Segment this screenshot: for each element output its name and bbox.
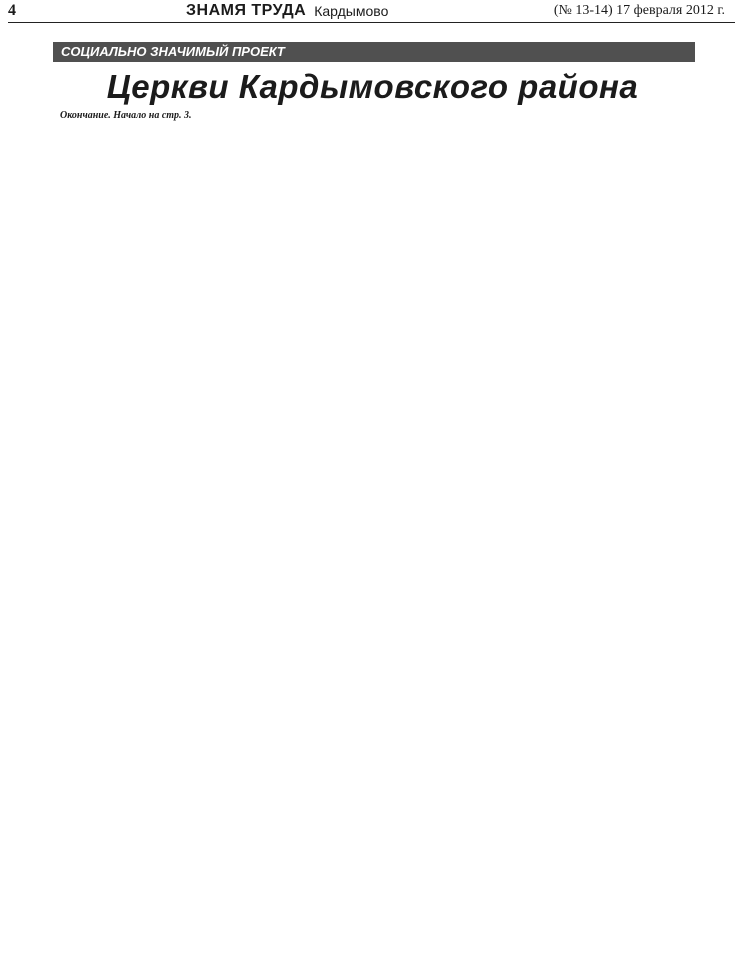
- district-name: Кардымово: [314, 3, 389, 19]
- issue-date: (№ 13-14) 17 февраля 2012 г.: [553, 3, 725, 18]
- article-title: Церкви Кардымовского района: [106, 68, 639, 105]
- page-header: [8, 0, 735, 23]
- newspaper-name: ЗНАМЯ ТРУДА: [186, 2, 307, 19]
- section-banner: СОЦИАЛЬНО ЗНАЧИМЫЙ ПРОЕКТ: [53, 42, 695, 62]
- continuation-note: Окончание. Начало на стр. 3.: [60, 110, 192, 121]
- page-number: 4: [8, 2, 16, 19]
